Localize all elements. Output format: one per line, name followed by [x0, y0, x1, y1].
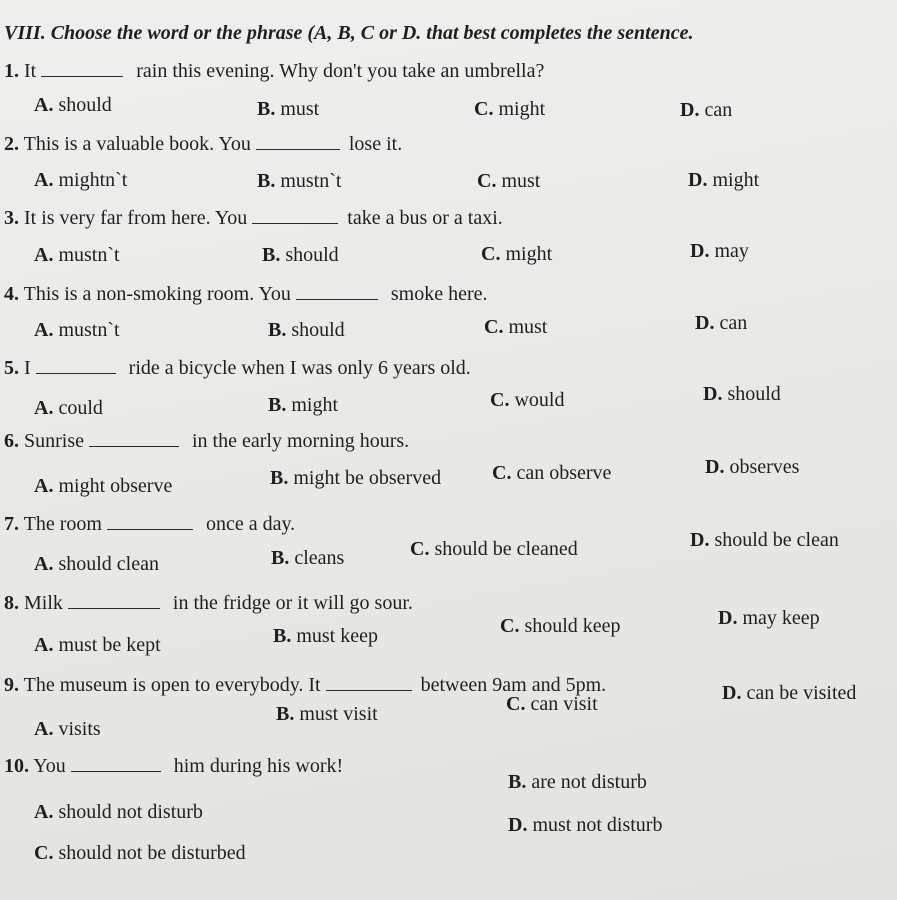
question-2: [4, 133, 402, 156]
option-letter: B.: [262, 244, 281, 266]
option-a: [34, 801, 203, 824]
option-text: ride a bicycle when I was only 6 years old.: [128, 357, 471, 379]
option-d: [690, 240, 749, 263]
option-text: The room: [23, 513, 102, 535]
question-5: [4, 357, 471, 380]
option-letter: C.: [481, 243, 501, 265]
option-d: [695, 312, 747, 335]
option-b: [262, 244, 339, 267]
option-text: This is a valuable book. You: [23, 133, 251, 155]
option-text: might observe: [58, 475, 173, 497]
option-text: may: [714, 240, 749, 262]
question-8: [4, 592, 413, 615]
option-text: may keep: [742, 607, 820, 629]
option-text: in the fridge or it will go sour.: [172, 592, 413, 614]
option-b: [257, 170, 341, 193]
option-text: once a day.: [205, 513, 296, 535]
question-3: [4, 207, 503, 230]
option-letter: A.: [34, 244, 54, 266]
option-c: [477, 170, 540, 193]
option-letter: A.: [34, 319, 54, 341]
option-letter: C.: [506, 693, 526, 715]
option-b: [508, 771, 647, 794]
option-text: visits: [58, 718, 101, 740]
option-text: Sunrise: [24, 430, 84, 452]
option-b: [270, 467, 441, 490]
option-c: [490, 389, 564, 412]
option-letter: D.: [722, 682, 742, 704]
question-10: [4, 755, 343, 778]
answer-blank: [326, 689, 412, 691]
option-text: are not disturb: [531, 771, 647, 793]
option-letter: C.: [500, 615, 520, 637]
option-a: [34, 475, 172, 498]
option-d: [690, 529, 839, 552]
question-text-after: rain this evening. Why don't you take an umbrella?: [136, 60, 545, 82]
answer-blank: [256, 148, 340, 150]
option-d: [722, 682, 856, 705]
option-text: mustn`t: [280, 170, 342, 192]
option-text: might: [498, 98, 546, 120]
option-letter: C.: [484, 316, 504, 338]
option-text: I: [24, 357, 31, 379]
option-letter: C.: [410, 538, 430, 560]
option-c: [481, 243, 552, 266]
option-letter: A.: [34, 94, 54, 116]
option-text: 4.: [4, 283, 19, 305]
question-4: [4, 283, 488, 306]
option-text: cleans: [294, 547, 345, 569]
option-letter: C.: [474, 98, 494, 120]
option-text: It is very far from here. You: [24, 207, 248, 229]
option-letter: B.: [268, 394, 287, 416]
option-text: should not be disturbed: [58, 842, 246, 864]
option-letter: B.: [273, 625, 292, 647]
question-text-before: It: [24, 60, 37, 82]
option-letter: A.: [34, 169, 54, 191]
question-7: [4, 513, 295, 536]
option-text: mustn`t: [58, 244, 120, 266]
option-text: 8.: [4, 592, 19, 614]
option-text: take a bus or a taxi.: [347, 207, 503, 229]
option-letter: B.: [257, 170, 276, 192]
page-title: VIII. Choose the word or the phrase (A, B, C or D. that best completes the sentence.: [4, 22, 694, 44]
option-text: him during his work!: [173, 755, 344, 777]
option-letter: D.: [705, 456, 725, 478]
option-text: must not disturb: [532, 814, 663, 836]
option-c: [410, 538, 578, 561]
option-letter: D.: [680, 99, 700, 121]
option-d: [705, 456, 799, 479]
option-text: Milk: [24, 592, 63, 614]
option-text: 3.: [4, 207, 19, 229]
option-c: [492, 462, 611, 485]
option-a: [34, 634, 161, 657]
answer-blank: [68, 607, 160, 609]
answer-blank: [71, 770, 161, 772]
option-d: [688, 169, 759, 192]
option-text: 9.: [4, 674, 19, 696]
option-letter: D.: [688, 169, 708, 191]
question-number: 1.: [4, 60, 19, 82]
option-letter: C.: [492, 462, 512, 484]
option-text: should: [291, 319, 345, 341]
question-6: [4, 430, 409, 453]
option-letter: C.: [477, 170, 497, 192]
option-c: [506, 693, 598, 716]
option-letter: A.: [34, 553, 54, 575]
option-text: should keep: [524, 615, 621, 637]
option-b: [271, 547, 344, 570]
option-c: [474, 98, 545, 121]
answer-blank: [36, 372, 116, 374]
option-a: [34, 244, 120, 267]
option-text: must: [501, 170, 541, 192]
answer-blank: [89, 445, 179, 447]
option-text: can visit: [530, 693, 598, 715]
option-letter: B.: [508, 771, 527, 793]
option-text: This is a non-smoking room. You: [23, 283, 291, 305]
option-letter: A.: [34, 634, 54, 656]
option-a: [34, 397, 103, 420]
option-letter: D.: [690, 529, 710, 551]
option-letter: D.: [718, 607, 738, 629]
option-text: 7.: [4, 513, 19, 535]
option-text: in the early morning hours.: [192, 430, 410, 452]
answer-blank: [296, 298, 378, 300]
option-text: should: [285, 244, 339, 266]
answer-blank: [107, 528, 193, 530]
option-text: 2.: [4, 133, 19, 155]
option-letter: A.: [34, 718, 54, 740]
option-letter: B.: [257, 98, 276, 120]
option-letter: A.: [34, 801, 54, 823]
option-letter: C.: [34, 842, 54, 864]
option-b: [257, 98, 319, 121]
option-b: [268, 394, 338, 417]
option-text: can: [719, 312, 748, 334]
option-letter: B.: [270, 467, 289, 489]
option-letter: D.: [703, 383, 723, 405]
option-letter: B.: [276, 703, 295, 725]
option-d: [680, 99, 732, 122]
option-a: [34, 319, 120, 342]
option-text: The museum is open to everybody. It: [23, 674, 321, 696]
option-text: might: [291, 394, 339, 416]
option-text: You: [33, 755, 66, 777]
option-text: might: [712, 169, 760, 191]
option-text: lose it.: [348, 133, 403, 155]
option-text: can: [704, 99, 733, 121]
option-letter: B.: [271, 547, 290, 569]
option-c: [34, 842, 246, 865]
option-letter: B.: [268, 319, 287, 341]
answer-blank: [41, 75, 123, 77]
option-text: might be observed: [293, 467, 442, 489]
option-text: should clean: [58, 553, 159, 575]
option-letter: A.: [34, 397, 54, 419]
option-text: mightn`t: [58, 169, 128, 191]
option-text: must: [280, 98, 320, 120]
option-text: mustn`t: [58, 319, 120, 341]
option-text: must: [508, 316, 548, 338]
option-text: should not disturb: [58, 801, 203, 823]
option-b: [268, 319, 345, 342]
option-letter: D.: [508, 814, 528, 836]
option-d: [508, 814, 662, 837]
option-text: must visit: [299, 703, 378, 725]
option-text: observes: [729, 456, 800, 478]
option-text: could: [58, 397, 103, 419]
option-text: must keep: [296, 625, 378, 647]
option-text: can observe: [516, 462, 612, 484]
option-text: must be kept: [58, 634, 161, 656]
option-letter: C.: [490, 389, 510, 411]
option-text: between 9am and 5pm.: [420, 674, 607, 696]
option-letter: A.: [34, 475, 54, 497]
option-text: 6.: [4, 430, 19, 452]
option-b: [276, 703, 378, 726]
option-a: [34, 169, 127, 192]
option-text: smoke here.: [390, 283, 488, 305]
option-text: should: [727, 383, 781, 405]
option-text: should be clean: [714, 529, 839, 551]
answer-blank: [252, 222, 338, 224]
option-d: [703, 383, 781, 406]
option-text: would: [514, 389, 565, 411]
option-text: can be visited: [746, 682, 857, 704]
option-a: [34, 718, 101, 741]
option-d: [718, 607, 820, 630]
option-c: [500, 615, 621, 638]
option-letter: D.: [695, 312, 715, 334]
option-c: [484, 316, 547, 339]
option-text: should be cleaned: [434, 538, 578, 560]
option-a: [34, 553, 159, 576]
option-text: 5.: [4, 357, 19, 379]
option-text: might: [505, 243, 553, 265]
option-b: [273, 625, 378, 648]
option-text: should: [58, 94, 112, 116]
question-1: [4, 60, 544, 83]
option-text: 10.: [4, 755, 29, 777]
option-letter: D.: [690, 240, 710, 262]
option-a: [34, 94, 112, 117]
